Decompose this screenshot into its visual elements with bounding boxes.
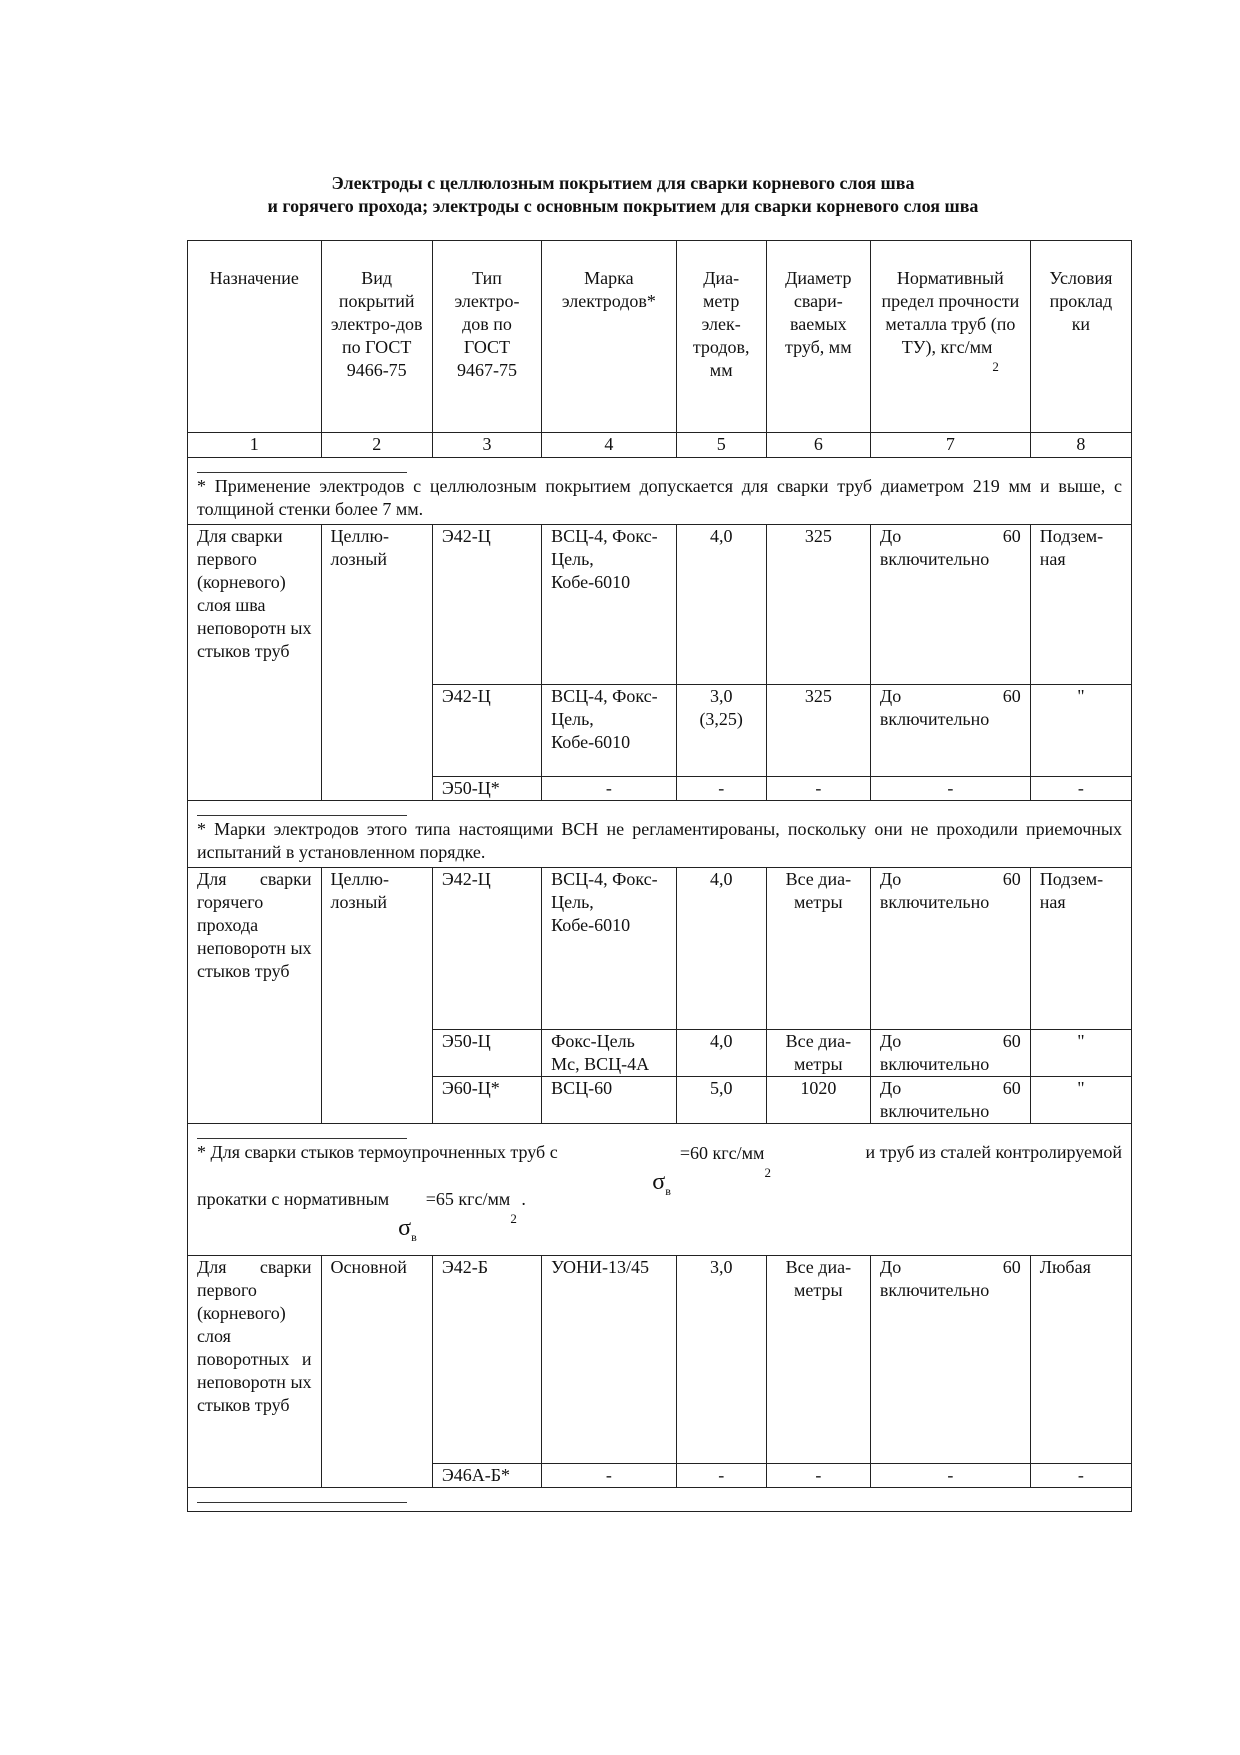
cell-type: Э42-Б (432, 1256, 541, 1464)
cell-strength (870, 685, 1030, 777)
cell-strength (870, 1077, 1030, 1124)
strength-suffix: включительно (879, 709, 990, 729)
footnote-row (188, 801, 1132, 868)
cell-brand: ВСЦ-4, Фокс-Цель, Кобе-6010 (542, 525, 677, 685)
footnote-text: * Марки электродов этого типа настоящими ВСН не регламентированы, поскольку они не проходили приемочных испытаний в установленном порядке. (197, 819, 1122, 862)
header-strength (870, 241, 1030, 433)
cell-strength: - (870, 777, 1030, 801)
footnote-rule (197, 1488, 407, 1503)
sigma-symbol: σ (652, 1169, 666, 1195)
strength-prefix: До (879, 1257, 902, 1277)
cell-type: Э46А-Б* (432, 1464, 541, 1488)
header-brand: Марка электродов* (542, 241, 677, 433)
column-number: 6 (766, 433, 870, 458)
footnote-2 (188, 801, 1132, 868)
table-row (188, 868, 1132, 1030)
cell-pipe-diameter: Все диа-метры (766, 868, 870, 1030)
cell-purpose: Для сварки первого (корневого) слоя поворотных и неповоротн ых стыков труб (188, 1256, 322, 1488)
title-line-2: и горячего прохода; электроды с основным покрытием для сварки корневого слоя шва (267, 196, 979, 216)
cell-pipe-diameter: Все диа-метры (766, 1256, 870, 1464)
header-strength-text: Нормативный предел прочности металла труб (по ТУ), кгс/мм (881, 268, 1020, 357)
cell-type: Э42-Ц (432, 685, 541, 777)
strength-value: 60 (1002, 1257, 1021, 1277)
cell-conditions: Подзем-ная (1030, 868, 1131, 1030)
electrodes-table (187, 240, 1132, 1512)
cell-strength (870, 1256, 1030, 1464)
cell-type: Э50-Ц (432, 1030, 541, 1077)
column-number: 4 (542, 433, 677, 458)
footnote-value: =65 кгс/мм (425, 1189, 511, 1209)
strength-value: 60 (1002, 1078, 1021, 1098)
footnote-rule (197, 801, 407, 816)
column-number: 5 (676, 433, 766, 458)
cell-diameter: 4,0 (676, 525, 766, 685)
cell-brand: ВСЦ-4, Фокс-Цель, Кобе-6010 (542, 868, 677, 1030)
unit-sup: 2 (510, 1211, 517, 1226)
cell-coating: Целлю-лозный (321, 525, 432, 801)
cell-conditions: " (1030, 1030, 1131, 1077)
cell-diameter: 4,0 (676, 868, 766, 1030)
cell-conditions: " (1030, 685, 1131, 777)
cell-brand: ВСЦ-60 (542, 1077, 677, 1124)
column-number: 7 (870, 433, 1030, 458)
footnote-text: * Применение электродов с целлюлозным покрытием допускается для сварки труб диаметром 219 мм и выше, с толщиной стенки более 7 мм. (197, 476, 1122, 519)
cell-pipe-diameter: 1020 (766, 1077, 870, 1124)
cell-diameter: - (676, 1464, 766, 1488)
strength-prefix: До (879, 526, 902, 546)
cell-brand: - (542, 1464, 677, 1488)
footnote-line-1 (197, 1141, 1122, 1198)
cell-diameter: - (676, 777, 766, 801)
footnote-value: =60 кгс/мм (679, 1143, 765, 1163)
header-conditions: Условия проклад ки (1030, 241, 1131, 433)
diameter-alt: (3,25) (699, 709, 743, 729)
cell-pipe-diameter: Все диа-метры (766, 1030, 870, 1077)
table-row (188, 525, 1132, 685)
header-coating: Вид покрытий электро-дов по ГОСТ 9466-75 (321, 241, 432, 433)
strength-suffix: включительно (879, 1280, 990, 1300)
cell-pipe-diameter: - (766, 777, 870, 801)
strength-value: 60 (1002, 526, 1021, 546)
strength-prefix: До (879, 686, 902, 706)
sigma-subscript: в (665, 1184, 671, 1198)
cell-type: Э50-Ц* (432, 777, 541, 801)
header-type: Тип электро-дов по ГОСТ 9467-75 (432, 241, 541, 433)
cell-brand: Фокс-Цель Мс, ВСЦ-4А (542, 1030, 677, 1077)
diameter-value: 3,0 (709, 686, 733, 706)
cell-pipe-diameter: 325 (766, 685, 870, 777)
cell-diameter: 3,0 (676, 1256, 766, 1464)
cell-diameter (676, 685, 766, 777)
strength-suffix: включительно (879, 549, 990, 569)
cell-conditions: Подзем-ная (1030, 525, 1131, 685)
strength-value: 60 (1002, 1031, 1021, 1051)
strength-value: 60 (1002, 686, 1021, 706)
column-number: 2 (321, 433, 432, 458)
column-numbers-row (188, 433, 1132, 458)
cell-conditions: - (1030, 777, 1131, 801)
cell-coating: Основной (321, 1256, 432, 1488)
cell-brand: - (542, 777, 677, 801)
footnote-row (188, 1488, 1132, 1512)
sigma-symbol: σ (398, 1215, 412, 1241)
footnote-rule (197, 1124, 407, 1139)
strength-suffix: включительно (879, 1054, 990, 1074)
strength-prefix: До (879, 869, 902, 889)
strength-prefix: До (879, 1031, 902, 1051)
cell-pipe-diameter: 325 (766, 525, 870, 685)
footnote-formula (652, 1141, 771, 1198)
cell-pipe-diameter: - (766, 1464, 870, 1488)
header-strength-sup: 2 (992, 359, 999, 374)
header-electrode-diameter: Диа-метр элек-тродов, мм (676, 241, 766, 433)
table-row (188, 1256, 1132, 1464)
footnote-1 (188, 458, 1132, 525)
footnote-text: и труб из сталей контролируемой (865, 1142, 1122, 1162)
cell-brand: УОНИ-13/45 (542, 1256, 677, 1464)
cell-purpose: Для сварки первого (корневого) слоя шва неповоротн ых стыков труб (188, 525, 322, 801)
cell-strength (870, 525, 1030, 685)
column-number: 3 (432, 433, 541, 458)
footnote-row (188, 1124, 1132, 1256)
footnote-text: прокатки с нормативным (197, 1189, 390, 1209)
cell-conditions: - (1030, 1464, 1131, 1488)
cell-strength: - (870, 1464, 1030, 1488)
cell-type: Э42-Ц (432, 868, 541, 1030)
footnote-3 (188, 1124, 1132, 1256)
document-title (188, 172, 1058, 218)
footnote-period: . (521, 1189, 526, 1209)
cell-type: Э60-Ц* (432, 1077, 541, 1124)
cell-diameter: 4,0 (676, 1030, 766, 1077)
sigma-subscript: в (411, 1230, 417, 1244)
cell-brand: ВСЦ-4, Фокс-Цель, Кобе-6010 (542, 685, 677, 777)
cell-purpose: Для сварки горячего прохода неповоротн ых стыков труб (188, 868, 322, 1124)
header-purpose: Назначение (188, 241, 322, 433)
strength-suffix: включительно (879, 1101, 990, 1121)
cell-conditions: " (1030, 1077, 1131, 1124)
strength-value: 60 (1002, 869, 1021, 889)
strength-prefix: До (879, 1078, 902, 1098)
footnote-text: * Для сварки стыков термоупрочненных труб с (197, 1142, 558, 1162)
cell-type: Э42-Ц (432, 525, 541, 685)
unit-sup: 2 (764, 1165, 771, 1180)
cell-strength (870, 868, 1030, 1030)
strength-suffix: включительно (879, 892, 990, 912)
column-number: 1 (188, 433, 322, 458)
header-pipe-diameter: Диаметр свари-ваемых труб, мм (766, 241, 870, 433)
column-number: 8 (1030, 433, 1131, 458)
cell-strength (870, 1030, 1030, 1077)
table-header-row (188, 241, 1132, 433)
cell-diameter: 5,0 (676, 1077, 766, 1124)
footnote-4 (188, 1488, 1132, 1512)
cell-coating: Целлю-лозный (321, 868, 432, 1124)
title-line-1: Электроды с целлюлозным покрытием для сварки корневого слоя шва (331, 173, 915, 193)
footnote-rule (197, 458, 407, 473)
footnote-row (188, 458, 1132, 525)
cell-conditions: Любая (1030, 1256, 1131, 1464)
